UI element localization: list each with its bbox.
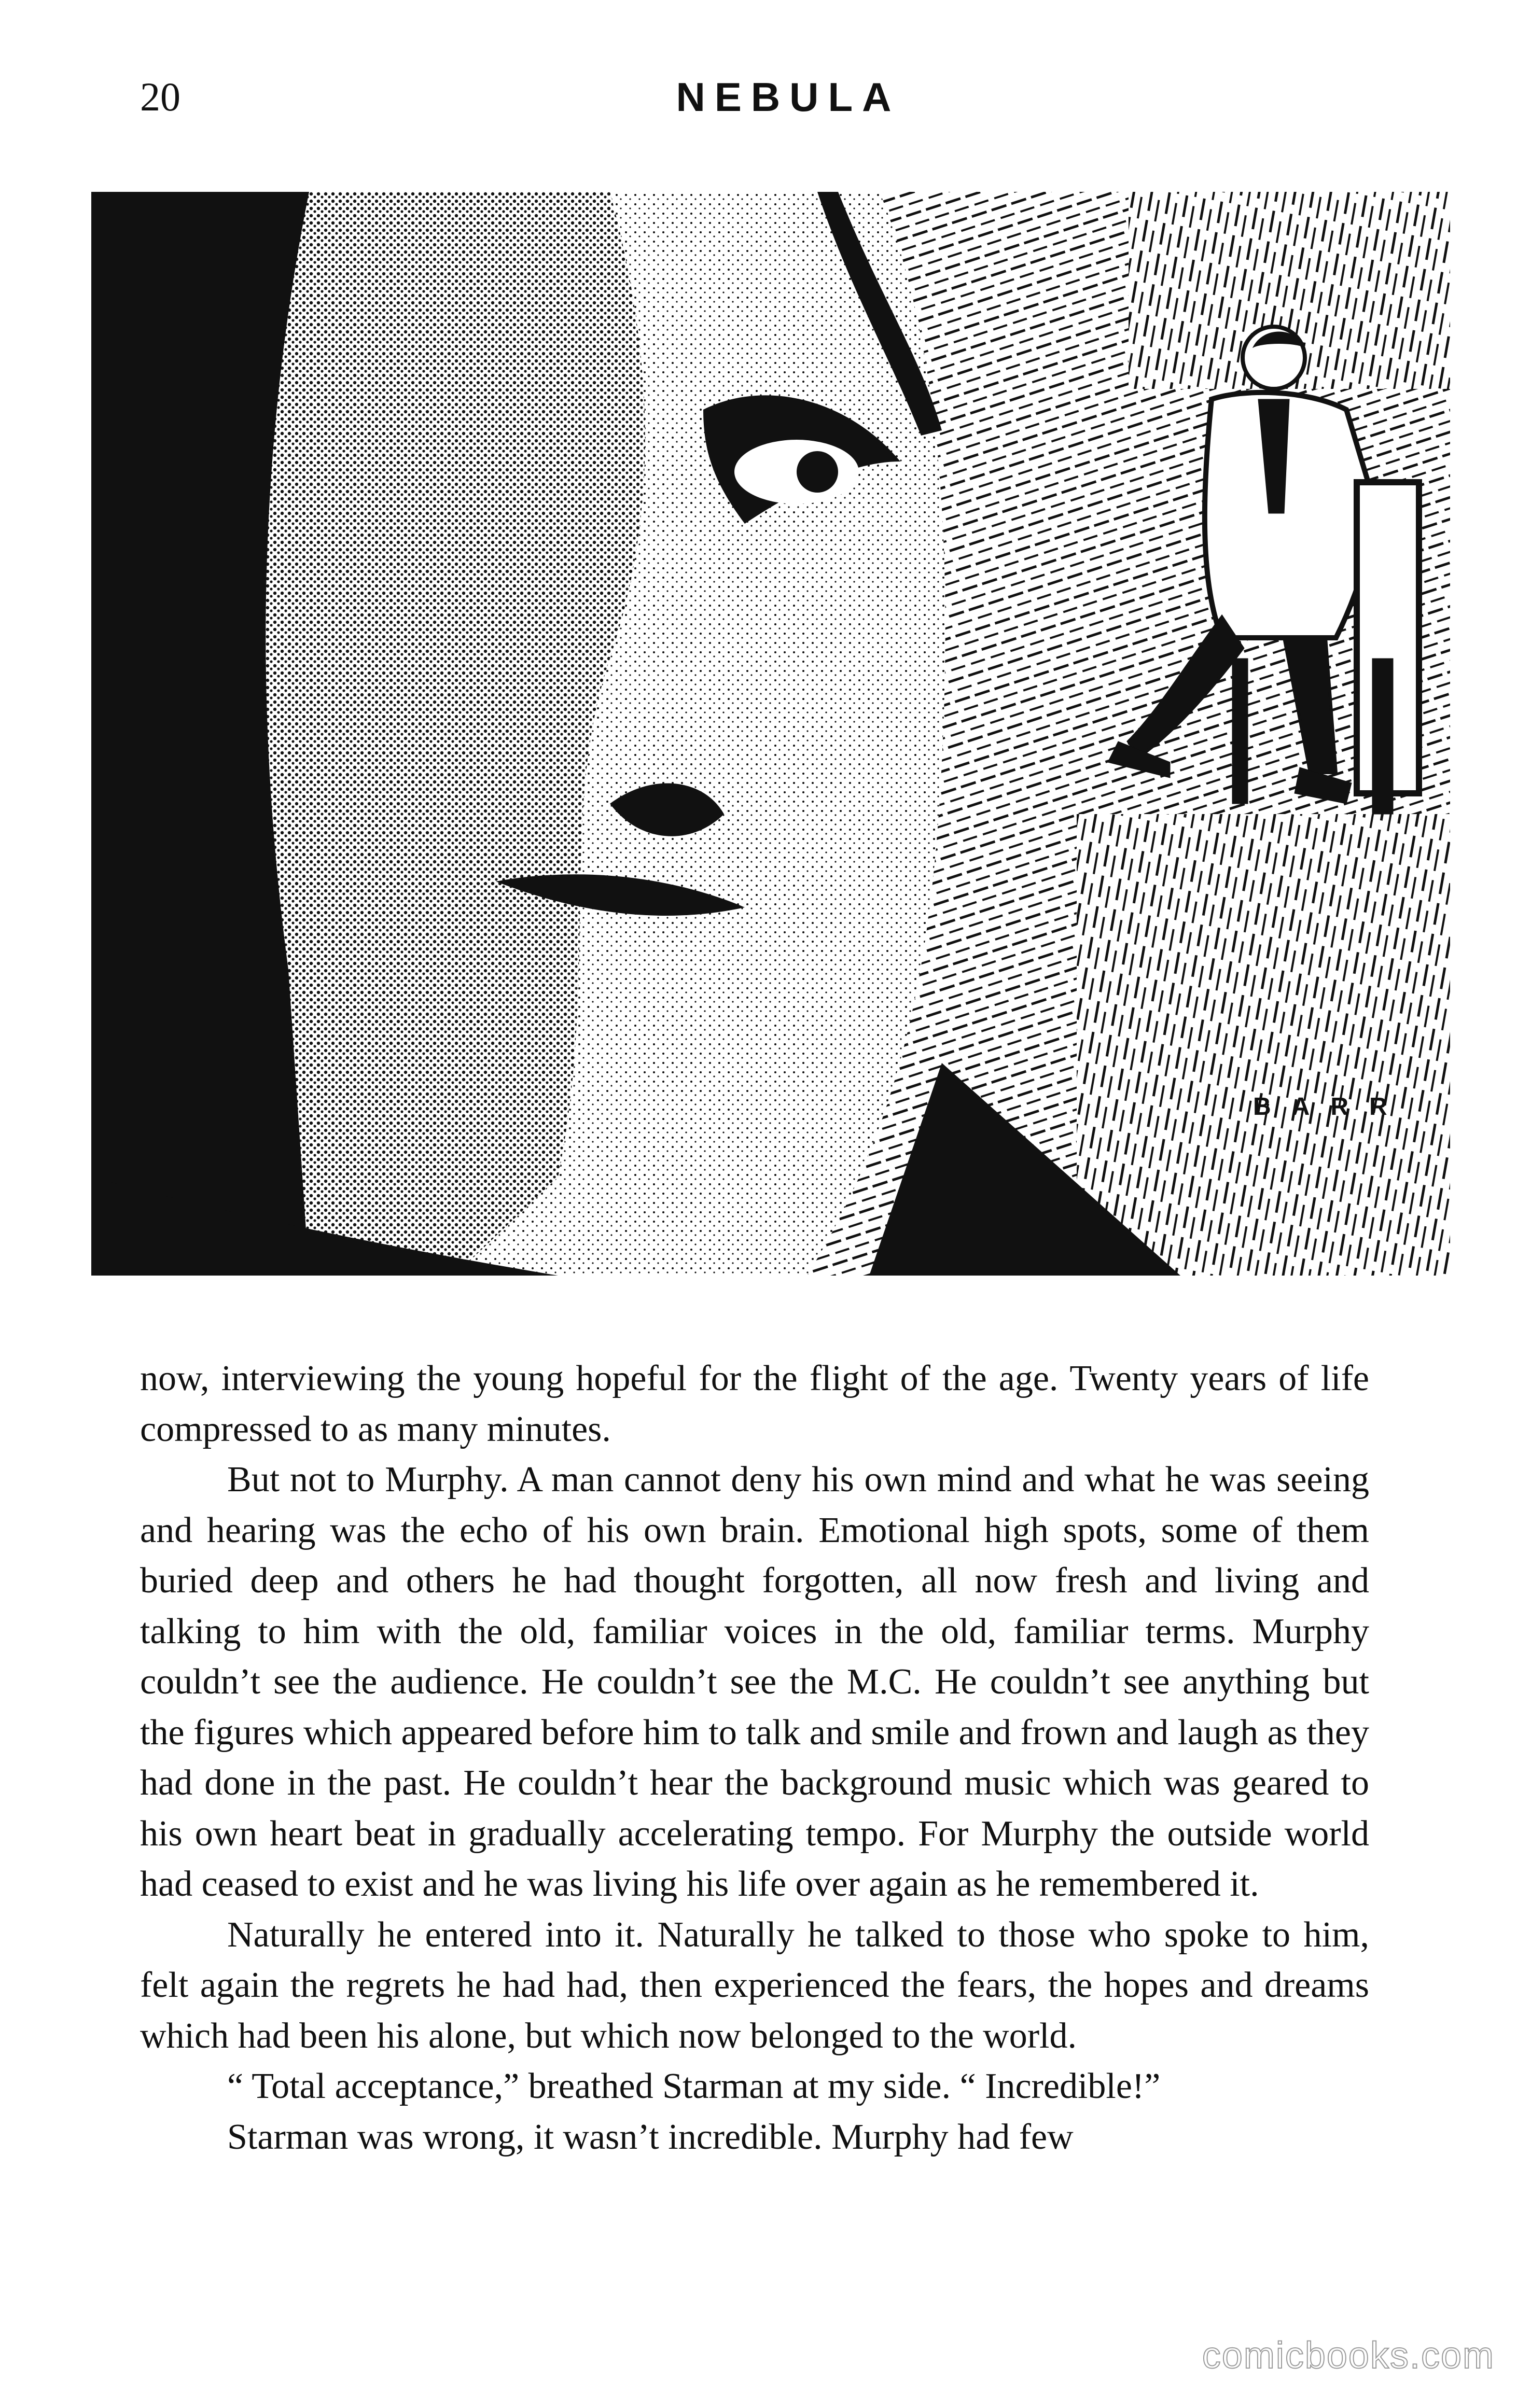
page-number: 20: [140, 74, 180, 119]
paragraph-5: Starman was wrong, it wasn’t incredible. Murphy had few: [227, 2117, 1074, 2157]
paragraph-4: “ Total acceptance,” breathed Starman at my side. “ Incredible!”: [227, 2066, 1161, 2106]
running-title: NEBULA: [676, 74, 901, 120]
paragraph-3: Naturally he entered into it. Naturally he talked to those who spoke to him, felt again the regrets he had had, then experienced the fears, the hopes and dreams which had been his alone, but which now belonged to the world.: [140, 1914, 1369, 2056]
page-header: [140, 74, 1437, 144]
body-text: [140, 1353, 1369, 2162]
paragraph-1: now, interviewing the young hopeful for the flight of the age. Twenty years of life compressed to as many minutes.: [140, 1359, 1369, 1449]
paragraph-2: But not to Murphy. A man cannot deny his own mind and what he was seeing and hearing was the echo of his own brain. Emotional high spots, some of them buried deep and others he had thought forgotten, all now fresh and living and talking to him with the old, familiar voices in the old, familiar terms. Murphy couldn’t see the audience. He couldn’t see the M.C. He couldn’t see anything but the figures which appeared before him to talk and smile and frown and laugh as they had done in the past. He couldn’t hear the background music which was geared to his own heart beat in gradually accelerating tempo. For Murphy the outside world had ceased to exist and he was living his life over again as he remembered it.: [140, 1460, 1369, 1904]
watermark: comicbooks.com: [1202, 2335, 1495, 2376]
artist-signature: BARR: [1253, 1093, 1408, 1121]
illustration-artwork: [91, 192, 1450, 1276]
illustration: [91, 192, 1450, 1276]
